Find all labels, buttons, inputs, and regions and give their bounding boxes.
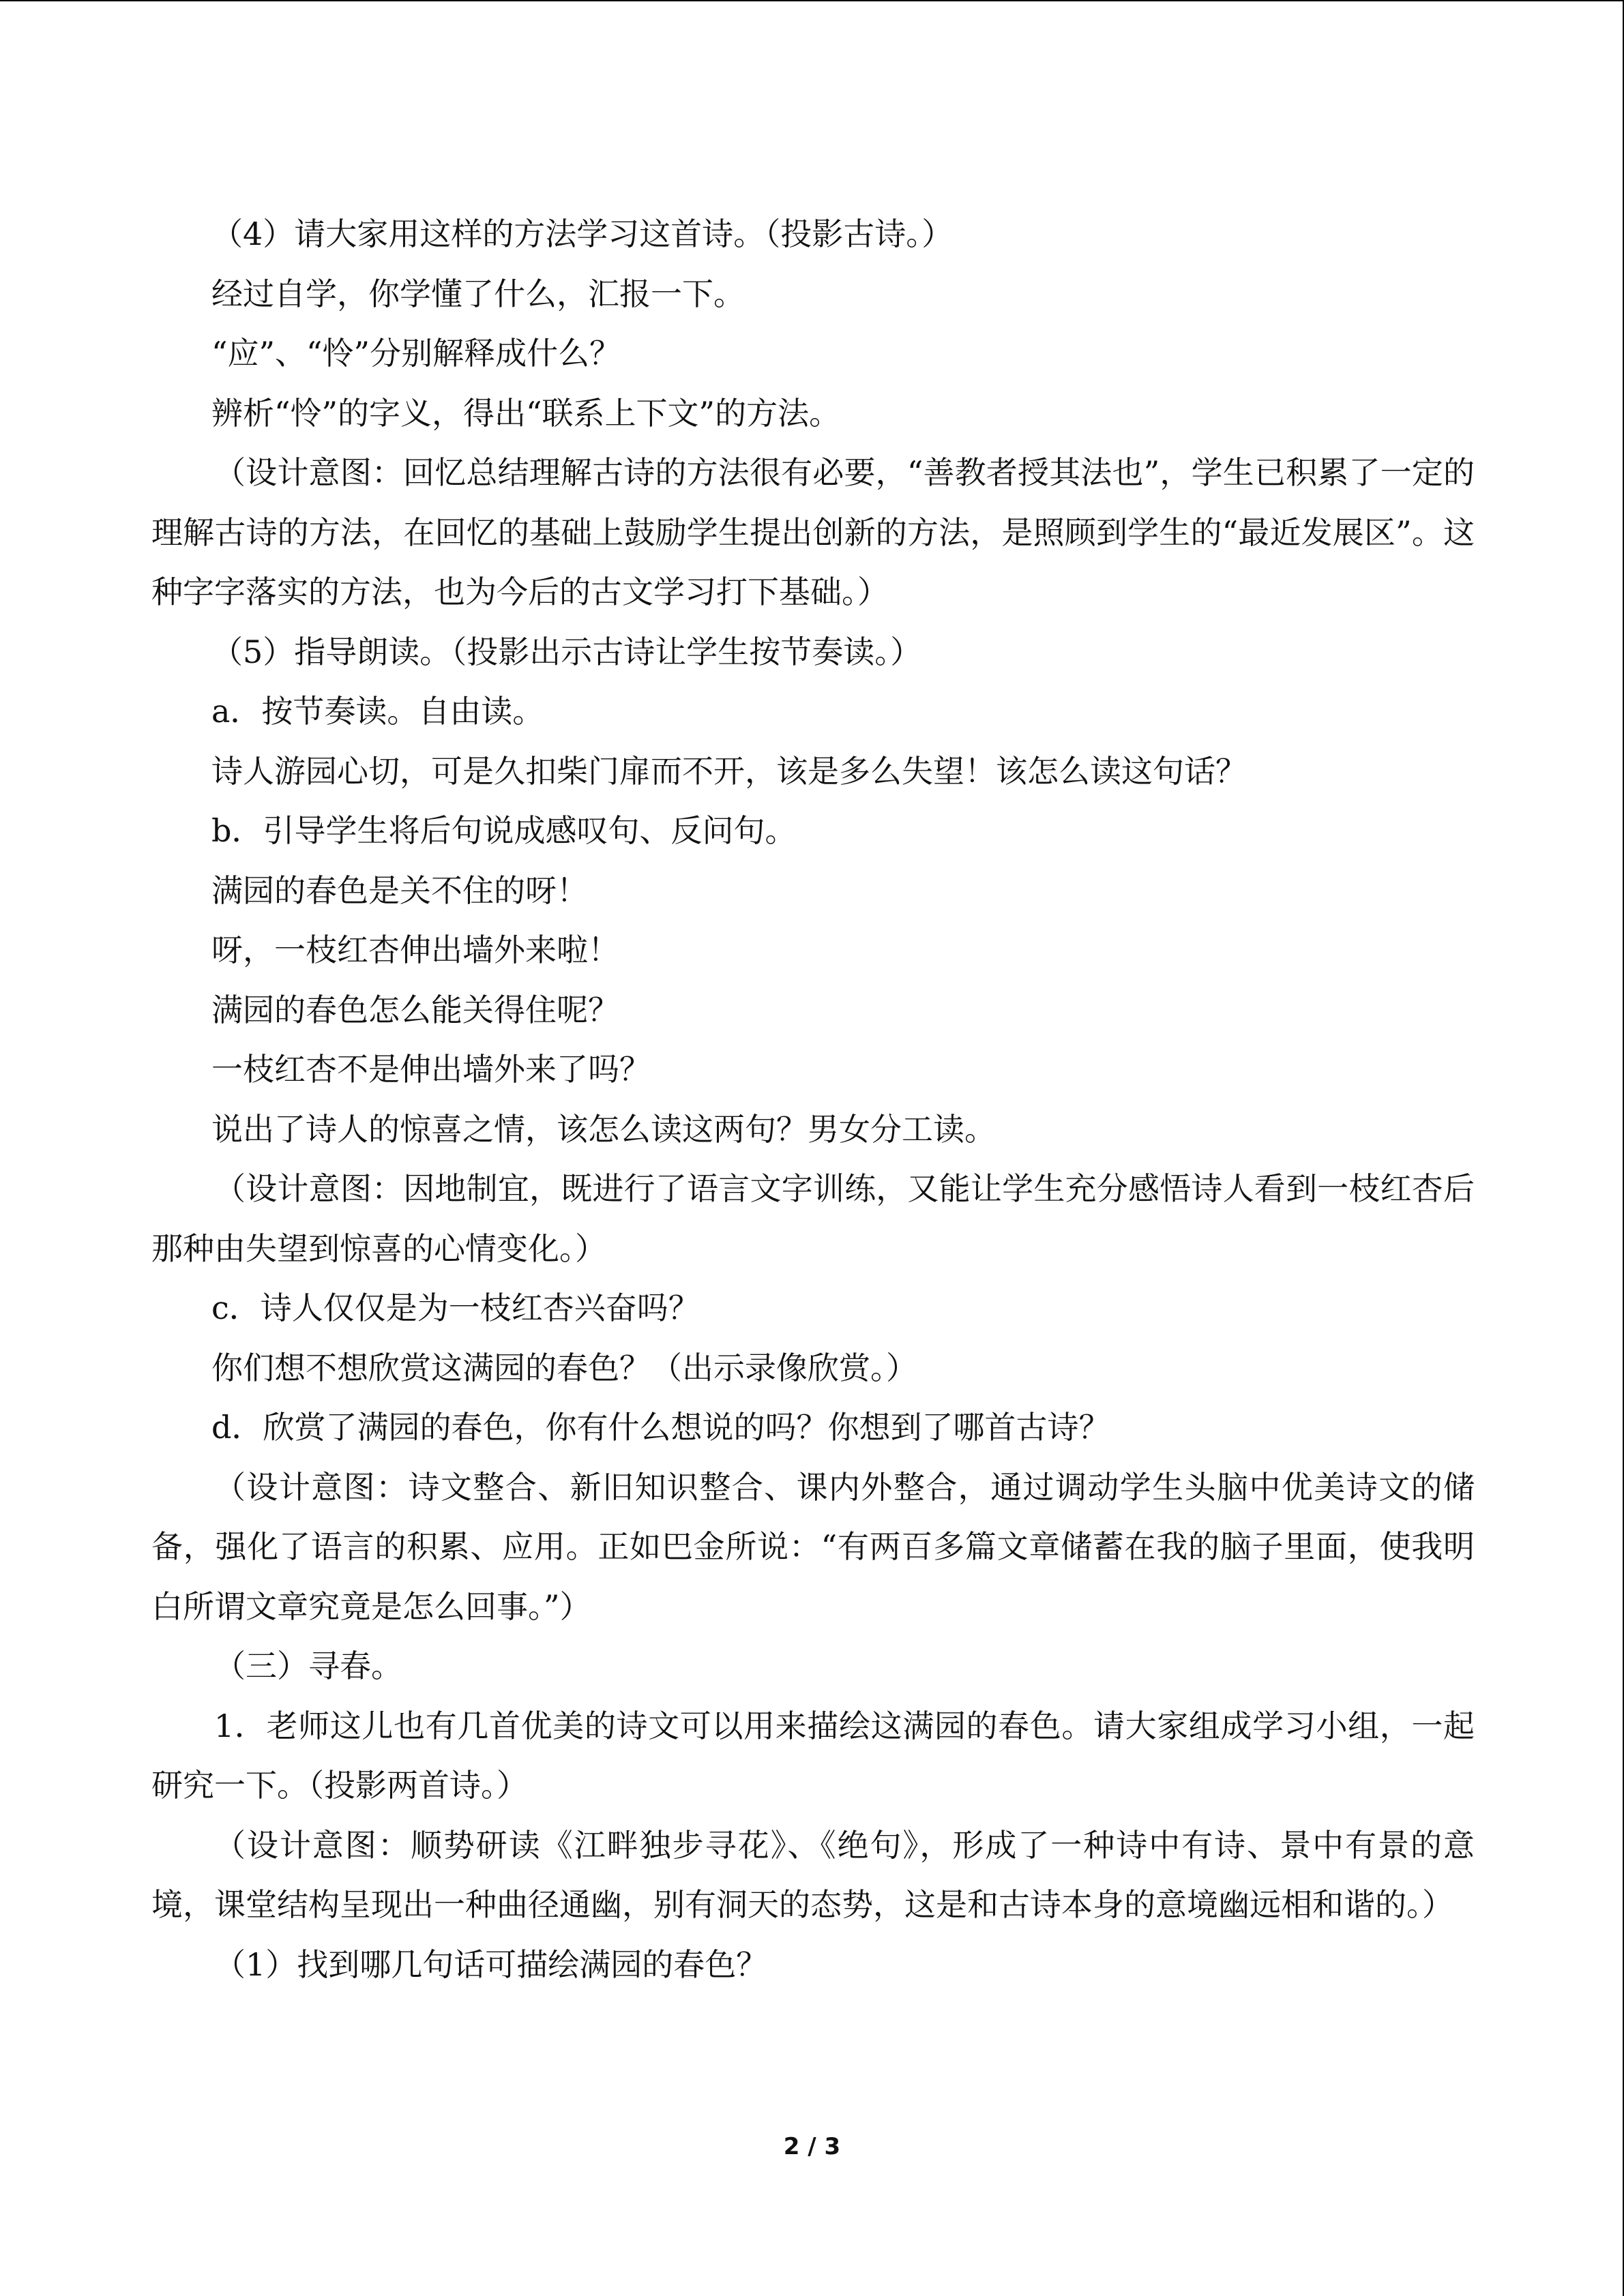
- paragraph: 满园的春色怎么能关得住呢？: [211, 991, 619, 1028]
- paragraph: b．引导学生将后句说成感叹句、反问句。: [211, 812, 797, 849]
- paragraph: 说出了诗人的惊喜之情，该怎么读这两句？男女分工读。: [211, 1110, 996, 1148]
- document-body: [151, 205, 1475, 1995]
- paragraph: （1）找到哪几句话可描绘满园的春色？: [214, 1945, 768, 1983]
- paragraph: 你们想不想欣赏这满园的春色？（出示录像欣赏。）: [211, 1349, 917, 1386]
- section-heading: （三）寻春。: [214, 1648, 402, 1684]
- paragraph: c．诗人仅仅是为一枝红杏兴奋吗？: [211, 1289, 700, 1326]
- page-number: 2 / 3: [783, 2133, 841, 2160]
- paragraph: 1．老师这儿也有几首优美的诗文可以用来描绘这满园的春色。请大家组成学习小组，一起研究一下。（投影两首诗。）: [151, 1707, 1475, 1804]
- design-intent-paragraph: （设计意图：诗文整合、新旧知识整合、课内外整合，通过调动学生头脑中优美诗文的储备，强化了语言的积累、应用。正如巴金所说：“有两百多篇文章储蓄在我的脑子里面，使我明白所谓文章究竟是怎么回事。”）: [151, 1468, 1475, 1625]
- paragraph: a．按节奏读。自由读。: [211, 693, 544, 730]
- paragraph: 满园的春色是关不住的呀！: [211, 871, 588, 909]
- paragraph: 辨析“怜”的字义，得出“联系上下文”的方法。: [211, 394, 841, 432]
- paragraph: “应”、“怜”分别解释成什么？: [211, 335, 621, 372]
- design-intent-paragraph: （设计意图：因地制宜，既进行了语言文字训练，又能让学生充分感悟诗人看到一枝红杏后那种由失望到惊喜的心情变化。）: [151, 1170, 1475, 1267]
- paragraph: （5）指导朗读。（投影出示古诗让学生按节奏读。）: [211, 633, 922, 670]
- design-intent-paragraph: （设计意图：顺势研读《江畔独步寻花》、《绝句》，形成了一种诗中有诗、景中有景的意境，课堂结构呈现出一种曲径通幽，别有洞天的态势，这是和古诗本身的意境幽远相和谐的。）: [151, 1826, 1475, 1923]
- paragraph: （4）请大家用这样的方法学习这首诗。（投影古诗。）: [211, 215, 954, 252]
- paragraph: 一枝红杏不是伸出墙外来了吗？: [211, 1051, 651, 1088]
- paragraph: d．欣赏了满园的春色，你有什么想说的吗？你想到了哪首古诗？: [211, 1409, 1110, 1446]
- paragraph: 经过自学，你学懂了什么，汇报一下。: [211, 275, 745, 312]
- paragraph: 呀，一枝红杏伸出墙外来啦！: [211, 931, 619, 968]
- paragraph: 诗人游园心切，可是久扣柴门扉而不开，该是多么失望！该怎么读这句话？: [211, 752, 1247, 790]
- design-intent-paragraph: （设计意图：回忆总结理解古诗的方法很有必要，“善教者授其法也”，学生已积累了一定的理解古诗的方法，在回忆的基础上鼓励学生提出创新的方法，是照顾到学生的“最近发展区”。这种字字落实的方法，也为今后的古文学习打下基础。）: [151, 454, 1475, 610]
